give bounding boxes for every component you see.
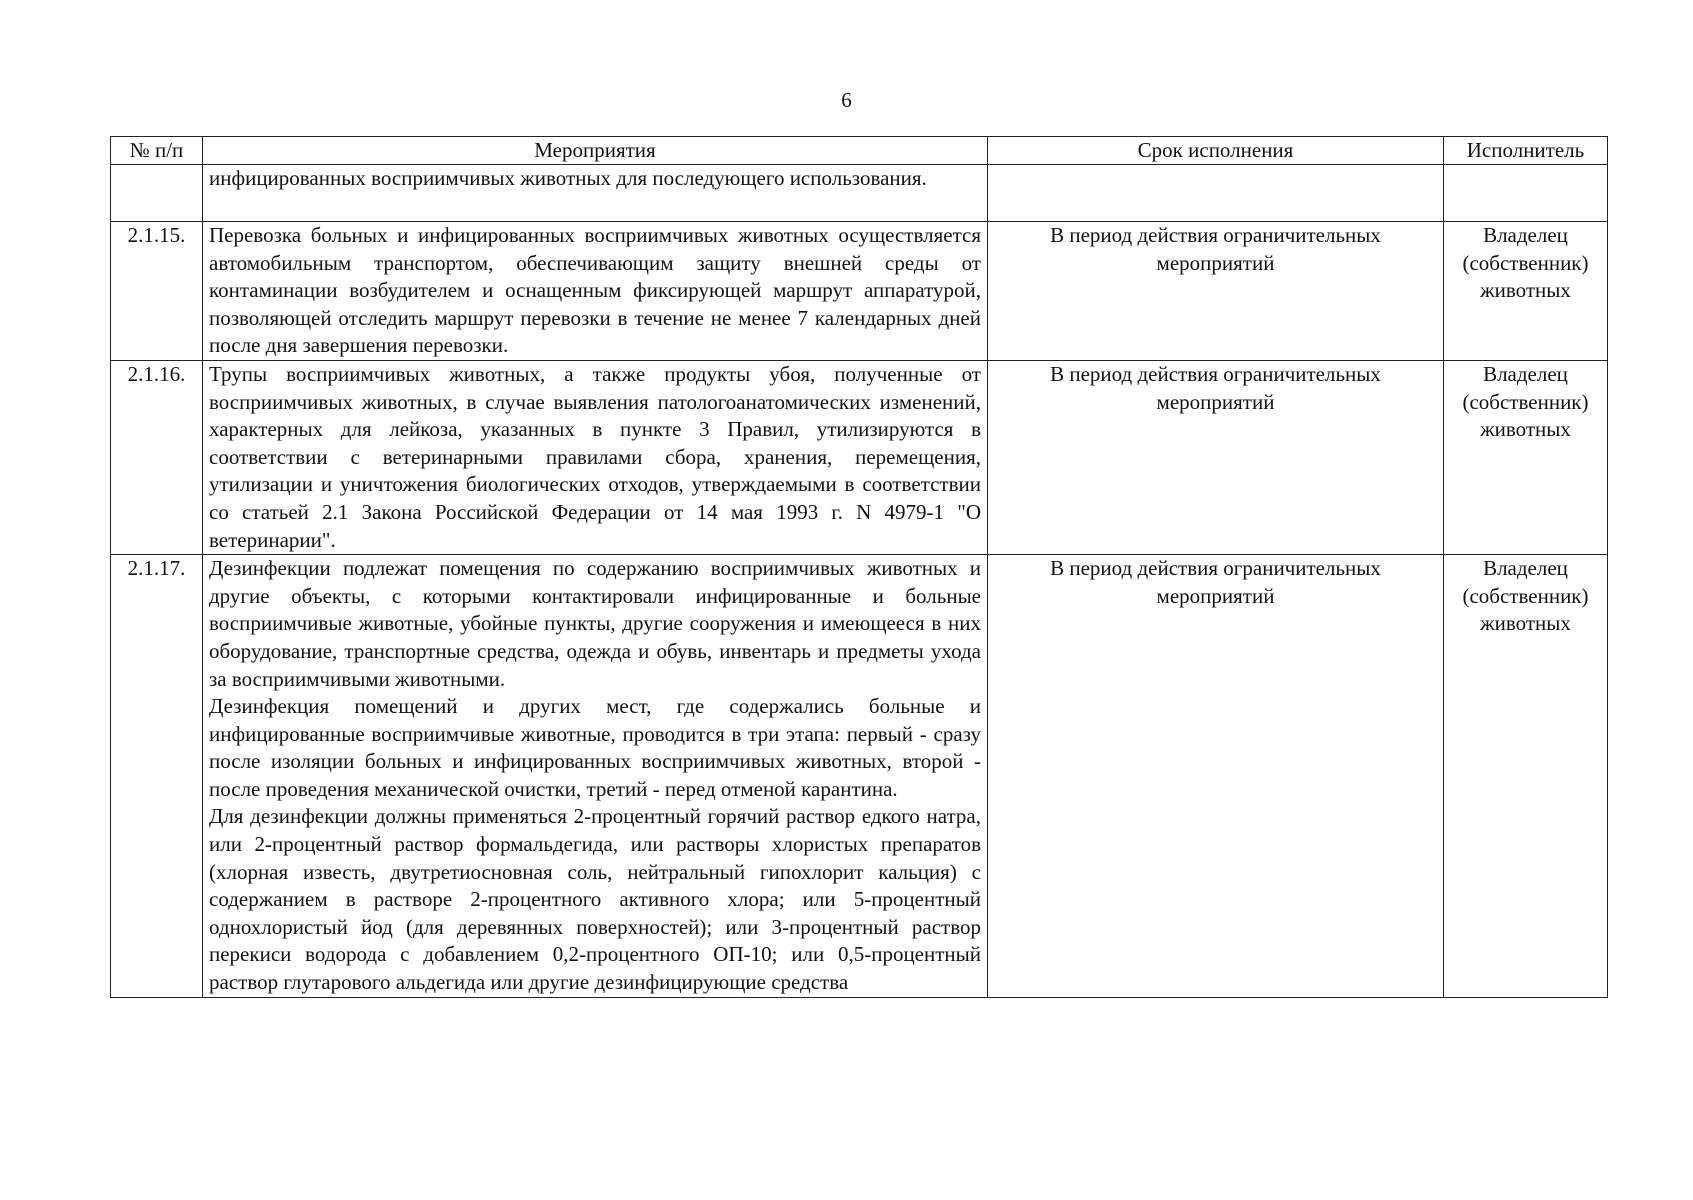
table-row xyxy=(111,222,1608,361)
row-executor: Владелец (собственник) животных xyxy=(1444,222,1608,361)
row-measures xyxy=(203,222,988,361)
header-term: Срок исполнения xyxy=(988,137,1444,165)
header-measures: Мероприятия xyxy=(203,137,988,165)
header-number: № п/п xyxy=(111,137,203,165)
measure-paragraph: Трупы восприимчивых животных, а также продукты убоя, полученные от восприимчивых животных, в случае выявления патологоанатомических изменений, характерных для лейкоза, указанных в пункте 3 Правил, утилизируются в соответствии с ветеринарными правилами сбора, хранения, перемещения, утилизации и уничтожения биологических отходов, утверждаемыми в соответствии со статьей 2.1 Закона Российской Федерации от 14 мая 1993 г. N 4979-1 "О ветеринарии". xyxy=(209,361,981,552)
measures-table xyxy=(110,136,1608,998)
measure-paragraph: Дезинфекции подлежат помещения по содержанию восприимчивых животных и другие объекты, с которыми контактировали инфицированные и больные восприимчивые животные, убойные пункты, другие сооружения и имеющееся в них оборудование, транспортные средства, одежда и обувь, инвентарь и предметы ухода за восприимчивыми животными. xyxy=(209,556,981,691)
row-executor: Владелец (собственник) животных xyxy=(1444,555,1608,998)
row-measures xyxy=(203,360,988,554)
row-term xyxy=(988,165,1444,222)
row-number: 2.1.16. xyxy=(111,360,203,554)
row-term: В период действия ограничительных мероприятий xyxy=(988,360,1444,554)
row-number xyxy=(111,165,203,222)
measure-paragraph: Перевозка больных и инфицированных восприимчивых животных осуществляется автомобильным транспортом, обеспечивающим защиту внешней среды от контаминации возбудителем и оснащенным фиксирующей маршрут аппаратурой, позволяющей отследить маршрут перевозки в течение не менее 7 календарных дней после дня завершения перевозки. xyxy=(209,223,981,358)
row-measures xyxy=(203,165,988,222)
row-term: В период действия ограничительных мероприятий xyxy=(988,222,1444,361)
table-row xyxy=(111,165,1608,222)
row-term: В период действия ограничительных мероприятий xyxy=(988,555,1444,998)
page-number: 6 xyxy=(841,88,852,112)
measure-paragraph: инфицированных восприимчивых животных для последующего использования. xyxy=(209,166,927,190)
row-measures xyxy=(203,555,988,998)
measure-paragraph: Дезинфекция помещений и других мест, где содержались больные и инфицированные восприимчивые животные, проводится в три этапа: первый - сразу после изоляции больных и инфицированных восприимчивых животных, второй - после проведения механической очистки, третий - перед отменой карантина. xyxy=(209,694,981,801)
row-executor xyxy=(1444,165,1608,222)
measure-paragraph: Для дезинфекции должны применяться 2-процентный горячий раствор едкого натра, или 2-процентный раствор формальдегида, или растворы хлористых препаратов (хлорная известь, двутретиосновная соль, нейтральный гипохлорит кальция) с содержанием в растворе 2-процентного активного хлора; или 5-процентный однохлористый йод (для деревянных поверхностей); или 3-процентный раствор перекиси водорода с добавлением 0,2-процентного ОП-10; или 0,5-процентный раствор глутарового альдегида или другие дезинфицирующие средства xyxy=(209,804,981,995)
table-header-row xyxy=(111,137,1608,165)
row-number: 2.1.15. xyxy=(111,222,203,361)
row-executor: Владелец (собственник) животных xyxy=(1444,360,1608,554)
row-number: 2.1.17. xyxy=(111,555,203,998)
header-executor: Исполнитель xyxy=(1444,137,1608,165)
table-row xyxy=(111,360,1608,554)
table-row xyxy=(111,555,1608,998)
